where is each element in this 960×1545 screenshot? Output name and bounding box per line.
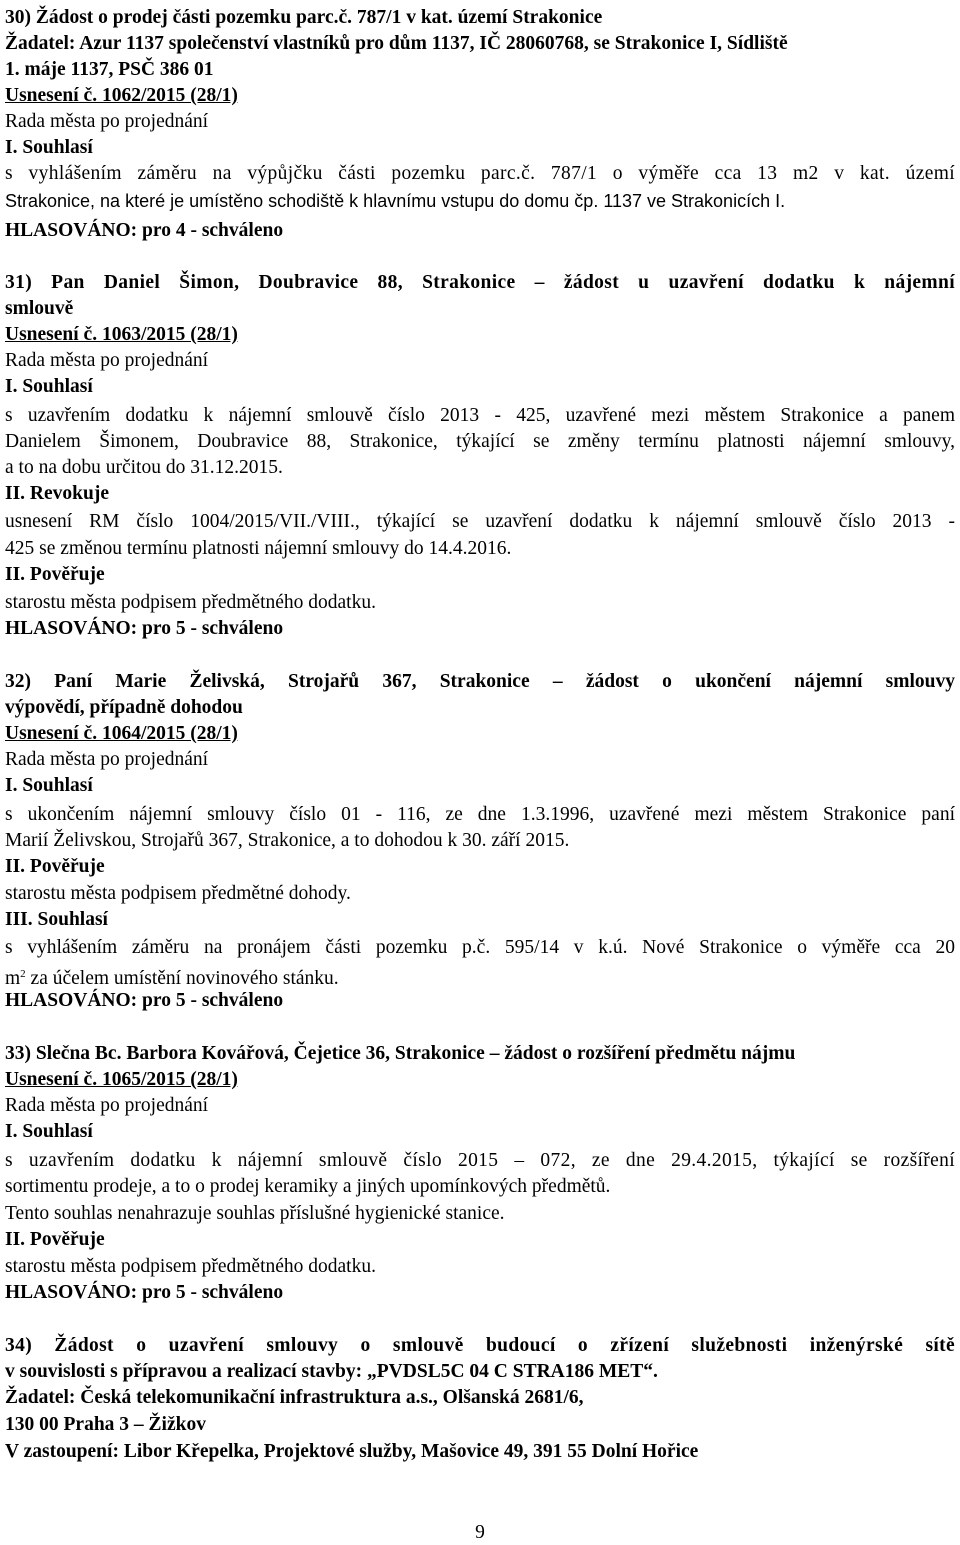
item-32-point-2-heading: II. Pověřuje — [5, 856, 105, 877]
item-32-vote-result: HLASOVÁNO: pro 5 - schváleno — [5, 990, 284, 1011]
item-31-heading-line-1: 31) Pan Daniel Šimon, Doubravice 88, Strakonice – žádost u uzavření dodatku k nájemní — [5, 272, 955, 293]
item-34-applicant-line-1: Žadatel: Česká telekomunikační infrastruktura a.s., Olšanská 2681/6, — [5, 1387, 584, 1408]
item-30-resolution-number: Usnesení č. 1062/2015 (28/1) — [5, 85, 238, 106]
document-page — [5, 0, 957, 1545]
item-30-applicant-line-1: Žadatel: Azur 1137 společenství vlastníků pro dům 1137, IČ 28060768, se Strakonice I, Sídliště — [5, 33, 788, 54]
item-32-heading-line-2: výpovědí, případně dohodou — [5, 697, 243, 718]
item-32-area-purpose: za účelem umístění novinového stánku. — [25, 968, 339, 989]
item-32-point-3-text-line-2 — [5, 962, 339, 991]
item-33-vote-result: HLASOVÁNO: pro 5 - schváleno — [5, 1282, 284, 1303]
item-33-point-2-heading: II. Pověřuje — [5, 1229, 105, 1250]
item-34-heading-line-2: v souvislosti s přípravou a realizací stavby: „PVDSL5C 04 C STRA186 MET“. — [5, 1361, 658, 1382]
item-32-council-statement: Rada města po projednání — [5, 749, 209, 770]
item-32-area-unit-exponent: 2 — [20, 968, 26, 980]
item-32-point-1-heading: I. Souhlasí — [5, 775, 93, 796]
item-33-point-1-text-line-3: Tento souhlas nenahrazuje souhlas příslušné hygienické stanice. — [5, 1203, 505, 1224]
item-30-vote-result: HLASOVÁNO: pro 4 - schváleno — [5, 220, 284, 241]
item-31-point-1-text-line-2: Danielem Šimonem, Doubravice 88, Strakonice, týkající se změny termínu platnosti nájemní smlouvy, — [5, 431, 955, 452]
item-30-point-1-text-line-1: s vyhlášením záměru na výpůjčku části pozemku parc.č. 787/1 o výměře cca 13 m2 v kat. území — [5, 163, 955, 184]
item-34-heading-line-1: 34) Žádost o uzavření smlouvy o smlouvě budoucí o zřízení služebnosti inženýrské sítě — [5, 1335, 955, 1356]
item-33-council-statement: Rada města po projednání — [5, 1095, 209, 1116]
item-33-point-1-text-line-2: sortimentu prodeje, a to o prodej keramiky a jiných upomínkových předmětů. — [5, 1176, 611, 1197]
item-33-resolution-number: Usnesení č. 1065/2015 (28/1) — [5, 1069, 238, 1090]
item-31-point-1-text-line-1: s uzavřením dodatku k nájemní smlouvě číslo 2013 - 425, uzavřené mezi městem Strakonice a panem — [5, 405, 955, 426]
item-30-applicant-line-2: 1. máje 1137, PSČ 386 01 — [5, 59, 214, 80]
item-31-point-2-text-line-2: 425 se změnou termínu platnosti nájemní smlouvy do 14.4.2016. — [5, 538, 512, 559]
item-30-point-1-heading: I. Souhlasí — [5, 137, 93, 158]
item-34-applicant-line-2: 130 00 Praha 3 – Žižkov — [5, 1414, 206, 1435]
item-31-point-2-heading: II. Revokuje — [5, 483, 110, 504]
item-31-point-1-text-line-3: a to na dobu určitou do 31.12.2015. — [5, 457, 283, 478]
item-32-area-unit: m — [5, 968, 21, 989]
page-number: 9 — [475, 1522, 485, 1543]
item-31-point-3-heading: II. Pověřuje — [5, 564, 105, 585]
item-30-heading: 30) Žádost o prodej části pozemku parc.č. 787/1 v kat. území Strakonice — [5, 7, 603, 28]
item-31-council-statement: Rada města po projednání — [5, 350, 209, 371]
item-32-point-2-text: starostu města podpisem předmětné dohody. — [5, 883, 351, 904]
item-33-point-1-text-line-1: s uzavřením dodatku k nájemní smlouvě číslo 2015 – 072, ze dne 29.4.2015, týkající se rozšíření — [5, 1150, 955, 1171]
item-31-resolution-number: Usnesení č. 1063/2015 (28/1) — [5, 324, 238, 345]
item-32-resolution-number: Usnesení č. 1064/2015 (28/1) — [5, 723, 238, 744]
item-31-point-3-text: starostu města podpisem předmětného dodatku. — [5, 592, 376, 613]
item-32-point-3-heading: III. Souhlasí — [5, 909, 108, 930]
item-33-heading: 33) Slečna Bc. Barbora Kovářová, Čejetice 36, Strakonice – žádost o rozšíření předmětu nájmu — [5, 1043, 796, 1064]
item-32-point-1-text-line-1: s ukončením nájemní smlouvy číslo 01 - 116, ze dne 1.3.1996, uzavřené mezi městem Strakonice paní — [5, 804, 955, 825]
item-32-point-1-text-line-2: Marií Želivskou, Strojařů 367, Strakonice, a to dohodou k 30. září 2015. — [5, 830, 570, 851]
item-31-vote-result: HLASOVÁNO: pro 5 - schváleno — [5, 618, 284, 639]
item-31-point-1-heading: I. Souhlasí — [5, 376, 93, 397]
item-31-heading-line-2: smlouvě — [5, 298, 74, 319]
item-31-point-2-text-line-1: usnesení RM číslo 1004/2015/VII./VIII., týkající se uzavření dodatku k nájemní smlouvě číslo 2013 - — [5, 511, 955, 532]
item-30-council-statement: Rada města po projednání — [5, 111, 209, 132]
item-33-point-2-text: starostu města podpisem předmětného dodatku. — [5, 1256, 376, 1277]
item-33-point-1-heading: I. Souhlasí — [5, 1121, 93, 1142]
item-32-heading-line-1: 32) Paní Marie Želivská, Strojařů 367, Strakonice – žádost o ukončení nájemní smlouvy — [5, 671, 955, 692]
item-30-point-1-text-line-2: Strakonice, na které je umístěno schodiště k hlavnímu vstupu do domu čp. 1137 ve Strakonicích I. — [5, 191, 786, 211]
item-32-point-3-text-line-1: s vyhlášením záměru na pronájem části pozemku p.č. 595/14 v k.ú. Nové Strakonice o výměře cca 20 — [5, 937, 955, 958]
item-34-representative: V zastoupení: Libor Křepelka, Projektové služby, Mašovice 49, 391 55 Dolní Hořice — [5, 1441, 699, 1462]
